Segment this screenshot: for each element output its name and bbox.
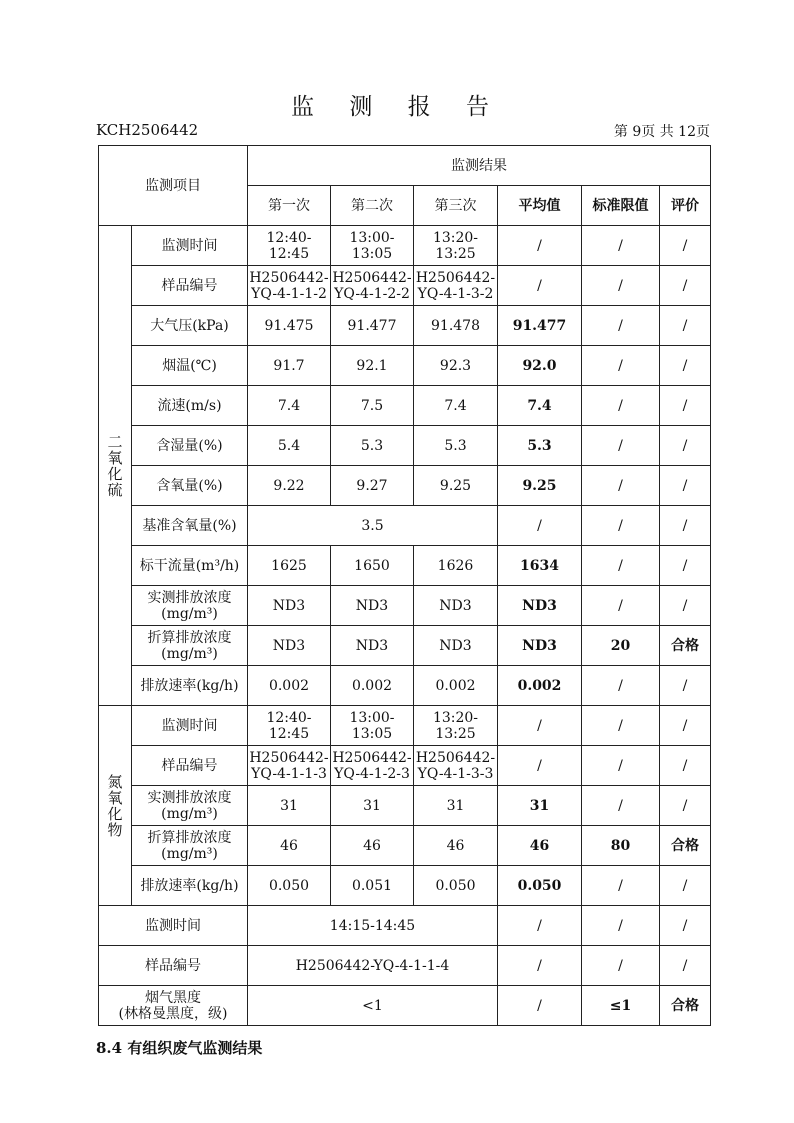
value-1: 12:40-12:45 [248,706,331,746]
value-limit: / [582,346,660,386]
section-heading: 8.4 有组织废气监测结果 [96,1039,263,1057]
table-row [99,506,711,546]
col-first: 第一次 [248,186,331,226]
row-name: 折算排放浓度 (mg/m³) [132,626,248,666]
value-3: 1626 [414,546,498,586]
value-1: 31 [248,786,331,826]
value-2: 0.051 [331,866,414,906]
value-1: 9.22 [248,466,331,506]
value-evaluation: / [660,306,711,346]
value-2: ND3 [331,586,414,626]
col-evaluation: 评价 [660,186,711,226]
table-row [99,746,711,786]
value-1: H2506442- YQ-4-1-1-3 [248,746,331,786]
value-2: 91.477 [331,306,414,346]
row-name: 实测排放浓度 (mg/m³) [132,786,248,826]
row-name: 折算排放浓度 (mg/m³) [132,826,248,866]
value-average: / [498,226,582,266]
value-limit: / [582,506,660,546]
row-name: 大气压(kPa) [132,306,248,346]
value-2: H2506442- YQ-4-1-2-3 [331,746,414,786]
row-name: 烟温(℃) [132,346,248,386]
table-row [99,586,711,626]
value-evaluation: / [660,266,711,306]
monitoring-results-table [98,145,711,1026]
value-limit: / [582,786,660,826]
table-row [99,866,711,906]
row-name: 烟气黑度 (林格曼黑度，级) [99,986,248,1026]
value-1: 5.4 [248,426,331,466]
table-row [99,666,711,706]
header-item: 监测项目 [99,146,248,226]
table-row [99,906,711,946]
row-name: 监测时间 [132,706,248,746]
value-limit: / [582,266,660,306]
value-3: 0.002 [414,666,498,706]
row-name: 监测时间 [132,226,248,266]
table-row [99,466,711,506]
value-average: 31 [498,786,582,826]
col-third: 第三次 [414,186,498,226]
value-average: / [498,706,582,746]
value-2: 13:00-13:05 [331,706,414,746]
table-row [99,986,711,1026]
value-1: 91.475 [248,306,331,346]
value-3: H2506442- YQ-4-1-3-2 [414,266,498,306]
table-row [99,946,711,986]
value-1: 12:40-12:45 [248,226,331,266]
value-limit: / [582,666,660,706]
row-name: 实测排放浓度 (mg/m³) [132,586,248,626]
value-evaluation: / [660,706,711,746]
value-average: 91.477 [498,306,582,346]
value-limit: 80 [582,826,660,866]
table-row [99,546,711,586]
value-average: 1634 [498,546,582,586]
value-evaluation: 合格 [660,826,711,866]
value-average: / [498,906,582,946]
value-evaluation: / [660,346,711,386]
value-merged: H2506442-YQ-4-1-1-4 [248,946,498,986]
value-3: 92.3 [414,346,498,386]
value-limit: / [582,906,660,946]
value-3: 91.478 [414,306,498,346]
report-number: KCH2506442 [96,121,199,139]
value-average: 0.002 [498,666,582,706]
group-label-so2: 二 氧 化 硫 [99,226,132,706]
value-2: 5.3 [331,426,414,466]
value-evaluation: / [660,466,711,506]
value-average: ND3 [498,586,582,626]
value-average: 5.3 [498,426,582,466]
page-info: 第 9页 共 12页 [613,124,710,140]
value-evaluation: 合格 [660,626,711,666]
value-merged: 14:15-14:45 [248,906,498,946]
row-name: 含氧量(%) [132,466,248,506]
value-average: 7.4 [498,386,582,426]
value-evaluation: / [660,946,711,986]
header-result: 监测结果 [248,146,711,186]
table-row [99,226,711,266]
value-2: 0.002 [331,666,414,706]
value-limit: 20 [582,626,660,666]
value-2: 31 [331,786,414,826]
value-average: 46 [498,826,582,866]
value-limit: / [582,306,660,346]
value-evaluation: / [660,226,711,266]
value-limit: / [582,466,660,506]
row-name: 基准含氧量(%) [132,506,248,546]
value-1: 1625 [248,546,331,586]
value-3: 13:20-13:25 [414,706,498,746]
value-1: ND3 [248,626,331,666]
value-limit: / [582,746,660,786]
value-1: ND3 [248,586,331,626]
value-3: 0.050 [414,866,498,906]
value-average: / [498,986,582,1026]
value-average: / [498,506,582,546]
value-average: ND3 [498,626,582,666]
col-average: 平均值 [498,186,582,226]
value-limit: / [582,426,660,466]
value-2: 92.1 [331,346,414,386]
row-name: 样品编号 [132,266,248,306]
value-evaluation: / [660,386,711,426]
table-row [99,266,711,306]
col-second: 第二次 [331,186,414,226]
report-title: 监 测 报 告 [291,94,503,120]
row-name: 标干流量(m³/h) [132,546,248,586]
value-evaluation: / [660,786,711,826]
row-name: 样品编号 [99,946,248,986]
value-limit: / [582,386,660,426]
value-evaluation: / [660,586,711,626]
value-average: 0.050 [498,866,582,906]
value-3: ND3 [414,586,498,626]
value-3: H2506442- YQ-4-1-3-3 [414,746,498,786]
value-limit: ≤1 [582,986,660,1026]
value-evaluation: / [660,546,711,586]
value-3: 7.4 [414,386,498,426]
value-evaluation: / [660,906,711,946]
value-2: 9.27 [331,466,414,506]
value-3: 13:20-13:25 [414,226,498,266]
value-limit: / [582,226,660,266]
table-row [99,426,711,466]
value-2: 13:00-13:05 [331,226,414,266]
table-row [99,306,711,346]
value-1: 46 [248,826,331,866]
value-2: 46 [331,826,414,866]
value-average: / [498,266,582,306]
value-1: 0.050 [248,866,331,906]
value-average: 9.25 [498,466,582,506]
value-2: 1650 [331,546,414,586]
row-name: 流速(m/s) [132,386,248,426]
value-3: ND3 [414,626,498,666]
value-1: 91.7 [248,346,331,386]
value-limit: / [582,866,660,906]
table-row [99,786,711,826]
value-limit: / [582,706,660,746]
row-name: 监测时间 [99,906,248,946]
value-evaluation: / [660,666,711,706]
value-evaluation: 合格 [660,986,711,1026]
table-row [99,346,711,386]
value-evaluation: / [660,506,711,546]
row-name: 排放速率(kg/h) [132,866,248,906]
value-3: 9.25 [414,466,498,506]
value-merged: <1 [248,986,498,1026]
value-3: 31 [414,786,498,826]
row-name: 排放速率(kg/h) [132,666,248,706]
value-average: / [498,746,582,786]
group-label-nox: 氮 氧 化 物 [99,706,132,906]
value-2: 7.5 [331,386,414,426]
value-merged: 3.5 [248,506,498,546]
value-limit: / [582,546,660,586]
value-2: ND3 [331,626,414,666]
value-3: 46 [414,826,498,866]
value-1: 0.002 [248,666,331,706]
table-row [99,706,711,746]
row-name: 含湿量(%) [132,426,248,466]
col-limit: 标准限值 [582,186,660,226]
value-2: H2506442- YQ-4-1-2-2 [331,266,414,306]
value-evaluation: / [660,426,711,466]
table-row [99,826,711,866]
value-evaluation: / [660,746,711,786]
value-evaluation: / [660,866,711,906]
value-3: 5.3 [414,426,498,466]
value-limit: / [582,946,660,986]
value-1: 7.4 [248,386,331,426]
table-row [99,626,711,666]
table-row [99,386,711,426]
value-1: H2506442- YQ-4-1-1-2 [248,266,331,306]
value-average: 92.0 [498,346,582,386]
row-name: 样品编号 [132,746,248,786]
value-average: / [498,946,582,986]
value-limit: / [582,586,660,626]
